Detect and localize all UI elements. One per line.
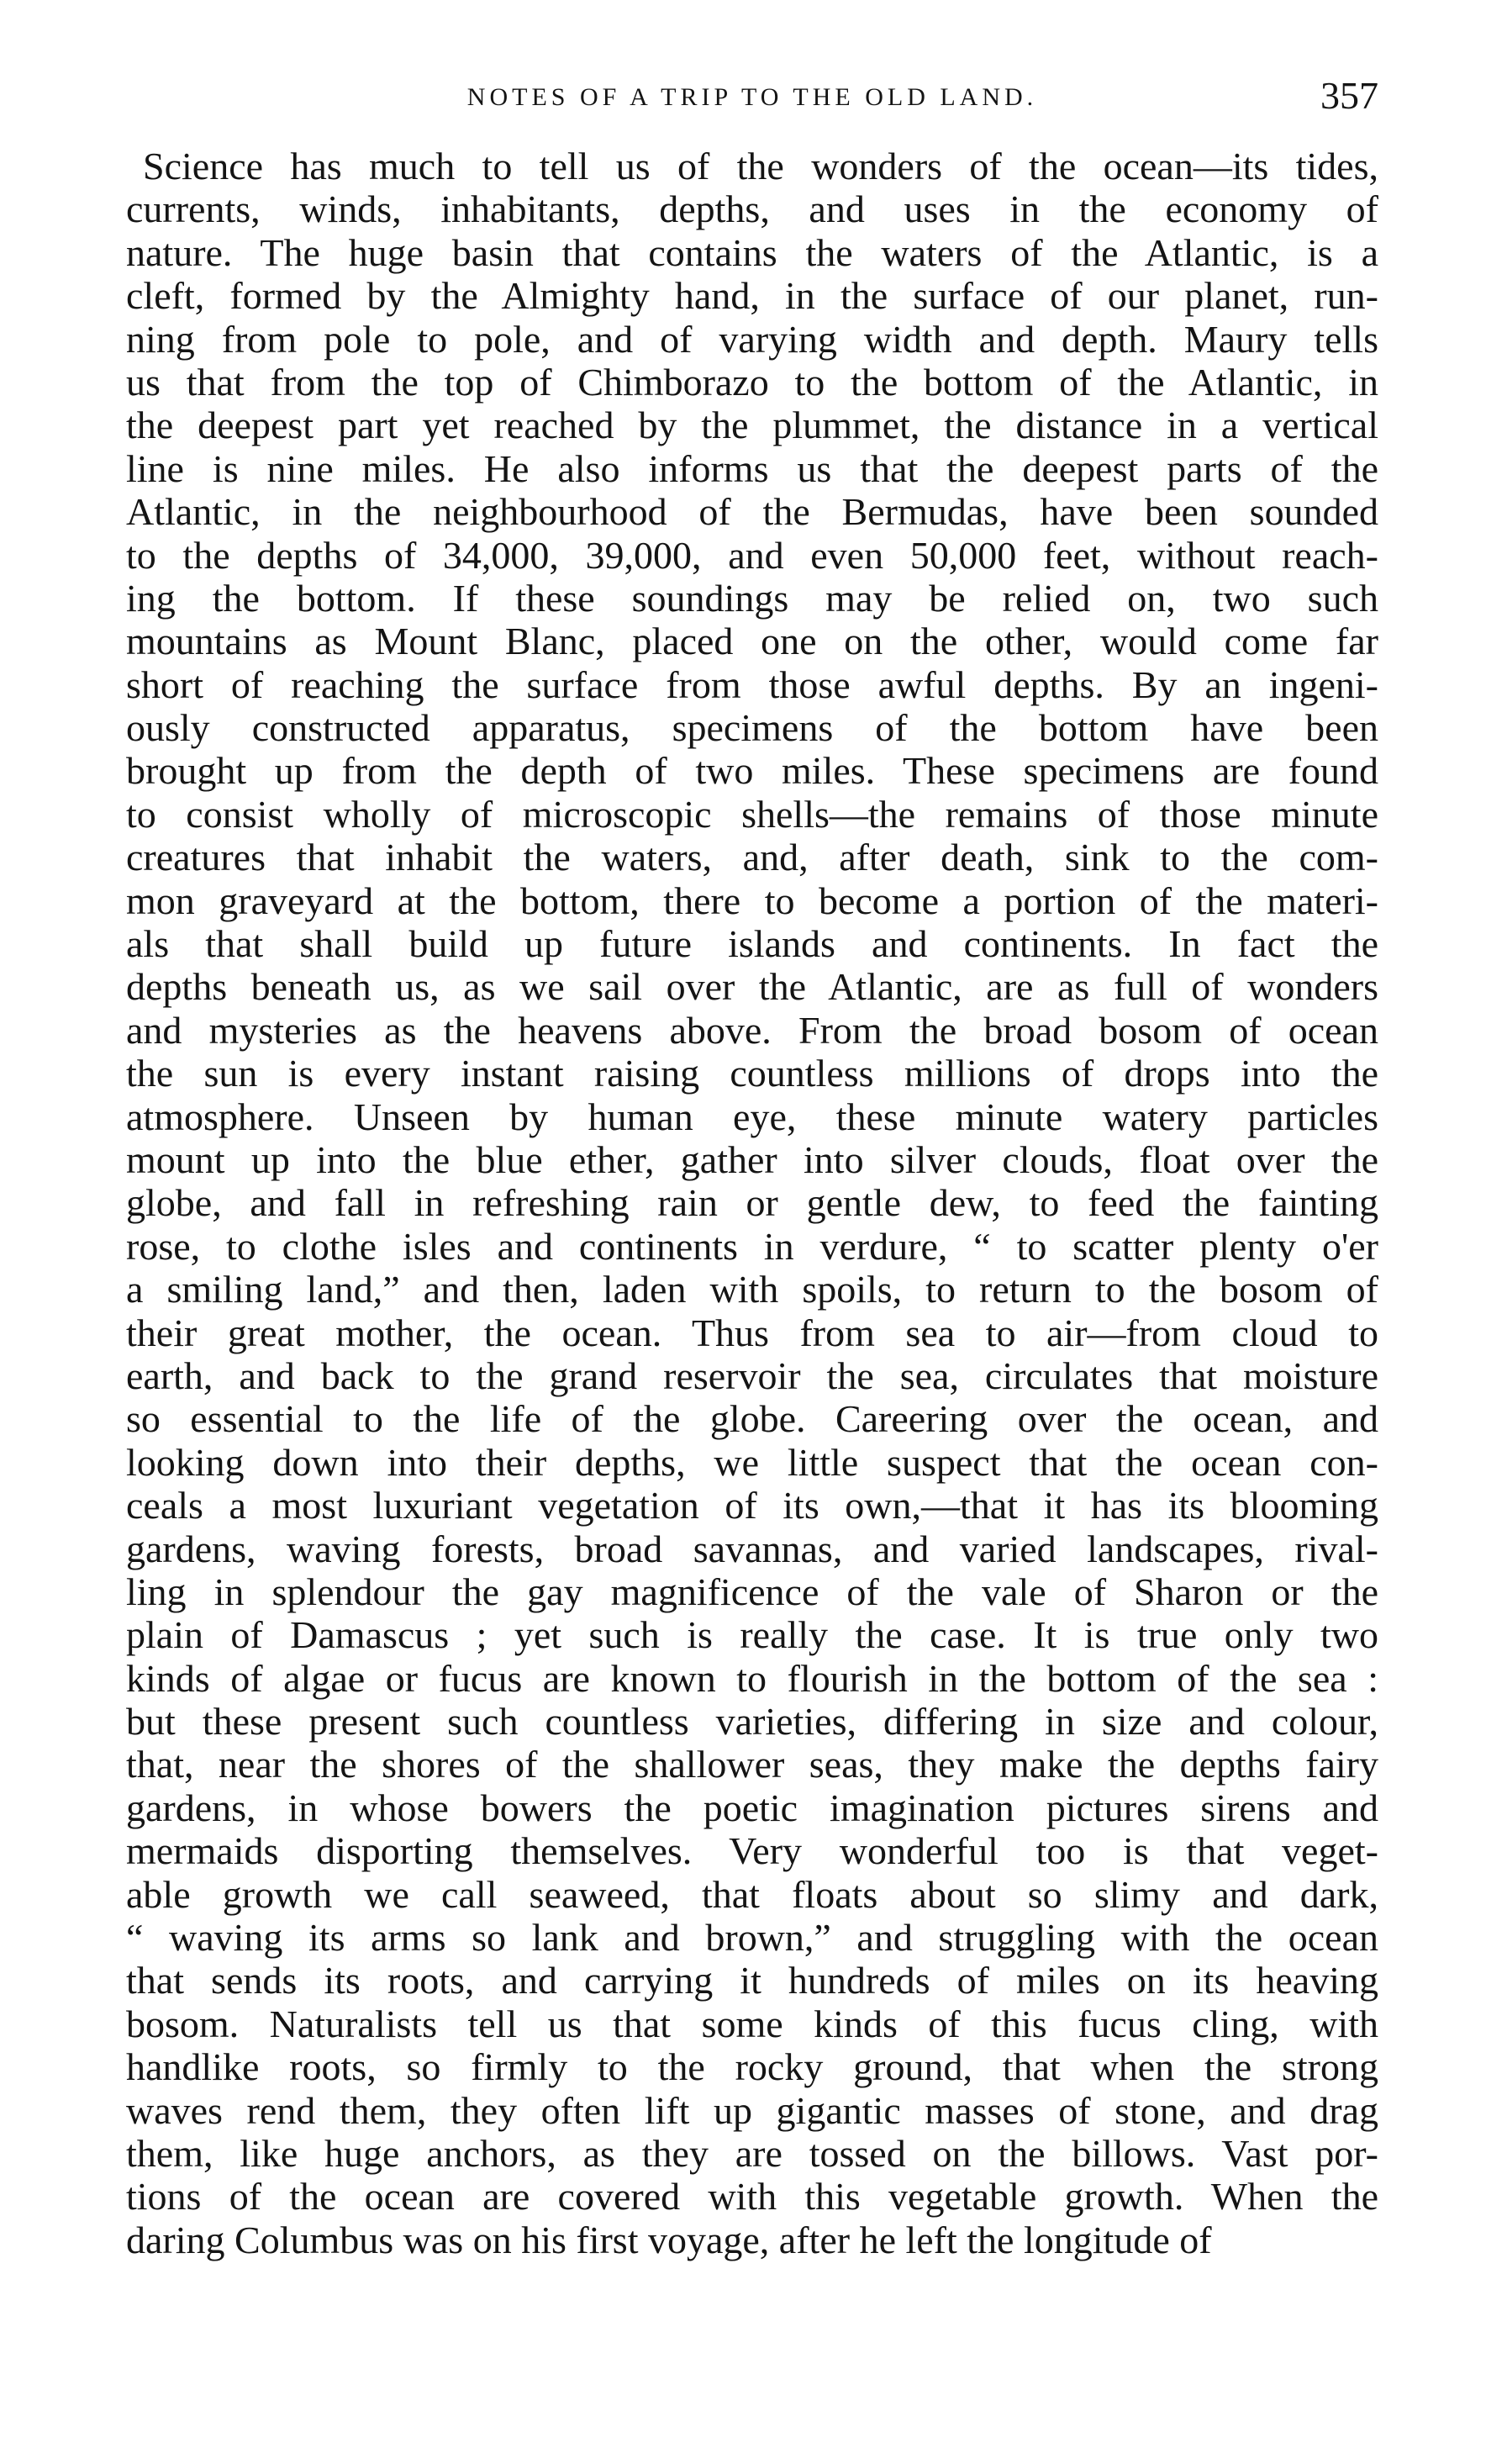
text-line: ing the bottom. If these soundings may be relied on, two such — [126, 576, 1378, 620]
text-line: looking down into their depths, we little suspect that the ocean con- — [126, 1440, 1378, 1484]
text-line: brought up from the depth of two miles. These specimens are found — [126, 749, 1378, 793]
text-line: that sends its roots, and carrying it hundreds of miles on its heaving — [126, 1959, 1378, 2002]
text-line: Atlantic, in the neighbourhood of the Bermudas, have been sounded — [126, 490, 1378, 534]
text-line: “ waving its arms so lank and brown,” and struggling with the ocean — [126, 1916, 1378, 1960]
text-line: plain of Damascus ; yet such is really the case. It is true only two — [126, 1613, 1378, 1657]
text-line: globe, and fall in refreshing rain or gentle dew, to feed the fainting — [126, 1181, 1378, 1225]
text-line: handlike roots, so firmly to the rocky ground, that when the strong — [126, 2045, 1378, 2089]
text-line: earth, and back to the grand reservoir the sea, circulates that moisture — [126, 1353, 1378, 1397]
text-line: tions of the ocean are covered with this vegetable growth. When the — [126, 2175, 1378, 2219]
text-line: Science has much to tell us of the wonders of the ocean—its tides, — [143, 145, 1378, 187]
text-line: us that from the top of Chimborazo to the bottom of the Atlantic, in — [126, 360, 1378, 404]
text-line: a smiling land,” and then, laden with spoils, to return to the bosom of — [126, 1268, 1378, 1311]
text-line: gardens, waving forests, broad savannas, and varied landscapes, rival- — [126, 1527, 1378, 1570]
text-line: creatures that inhabit the waters, and, after death, sink to the com- — [126, 836, 1378, 879]
body-text — [126, 145, 1378, 2261]
text-line: line is nine miles. He also informs us that the deepest parts of the — [126, 446, 1378, 490]
text-line: the sun is every instant raising countless millions of drops into the — [126, 1052, 1378, 1095]
text-line: depths beneath us, as we sail over the Atlantic, are as full of wonders — [126, 965, 1378, 1009]
text-line: them, like huge anchors, as they are tossed on the billows. Vast por- — [126, 2131, 1378, 2175]
text-line: currents, winds, inhabitants, depths, and uses in the economy of — [126, 187, 1378, 231]
text-line: their great mother, the ocean. Thus from sea to air—from cloud to — [126, 1311, 1378, 1354]
page-number: 357 — [1320, 74, 1378, 117]
text-line: bosom. Naturalists tell us that some kinds of this fucus cling, with — [126, 2002, 1378, 2045]
text-line: kinds of algae or fucus are known to flourish in the bottom of the sea : — [126, 1656, 1378, 1700]
text-line: rose, to clothe isles and continents in verdure, “ to scatter plenty o'er — [126, 1224, 1378, 1268]
text-line: ning from pole to pole, and of varying width and depth. Maury tells — [126, 317, 1378, 361]
text-line: to consist wholly of microscopic shells—the remains of those minute — [126, 792, 1378, 836]
text-line: nature. The huge basin that contains the waters of the Atlantic, is a — [126, 230, 1378, 274]
text-line: able growth we call seaweed, that floats about so slimy and dark, — [126, 1872, 1378, 1916]
text-line: that, near the shores of the shallower seas, they make the depths fairy — [126, 1743, 1378, 1786]
text-line: to the depths of 34,000, 39,000, and even 50,000 feet, without reach- — [126, 533, 1378, 577]
running-head — [126, 74, 1378, 131]
text-line: mermaids disporting themselves. Very wonderful too is that veget- — [126, 1829, 1378, 1873]
text-line: mount up into the blue ether, gather into silver clouds, float over the — [126, 1137, 1378, 1181]
text-line: so essential to the life of the globe. Careering over the ocean, and — [126, 1397, 1378, 1441]
text-line: mon graveyard at the bottom, there to become a portion of the materi- — [126, 878, 1378, 922]
text-line: daring Columbus was on his first voyage, after he left the longitude of — [126, 2218, 1212, 2261]
text-line: and mysteries as the heavens above. From the broad bosom of ocean — [126, 1008, 1378, 1052]
text-line: short of reaching the surface from those awful depths. By an ingeni- — [126, 662, 1378, 706]
text-line: but these present such countless varieties, differing in size and colour, — [126, 1700, 1378, 1744]
text-line: the deepest part yet reached by the plummet, the distance in a vertical — [126, 404, 1378, 447]
text-line: waves rend them, they often lift up gigantic masses of stone, and drag — [126, 2088, 1378, 2132]
text-line: gardens, in whose bowers the poetic imagination pictures sirens and — [126, 1786, 1378, 1829]
text-line: mountains as Mount Blanc, placed one on the other, would come far — [126, 620, 1378, 663]
text-line: cleft, formed by the Almighty hand, in the surface of our planet, run- — [126, 274, 1378, 318]
text-line: ously constructed apparatus, specimens of the bottom have been — [126, 706, 1378, 750]
text-line: ling in splendour the gay magnificence of the vale of Sharon or the — [126, 1570, 1378, 1613]
text-line: atmosphere. Unseen by human eye, these minute watery particles — [126, 1095, 1378, 1138]
text-line: als that shall build up future islands and continents. In fact the — [126, 922, 1378, 966]
running-title: NOTES OF A TRIP TO THE OLD LAND. — [466, 83, 1038, 111]
text-line: ceals a most luxuriant vegetation of its own,—that it has its blooming — [126, 1484, 1378, 1527]
